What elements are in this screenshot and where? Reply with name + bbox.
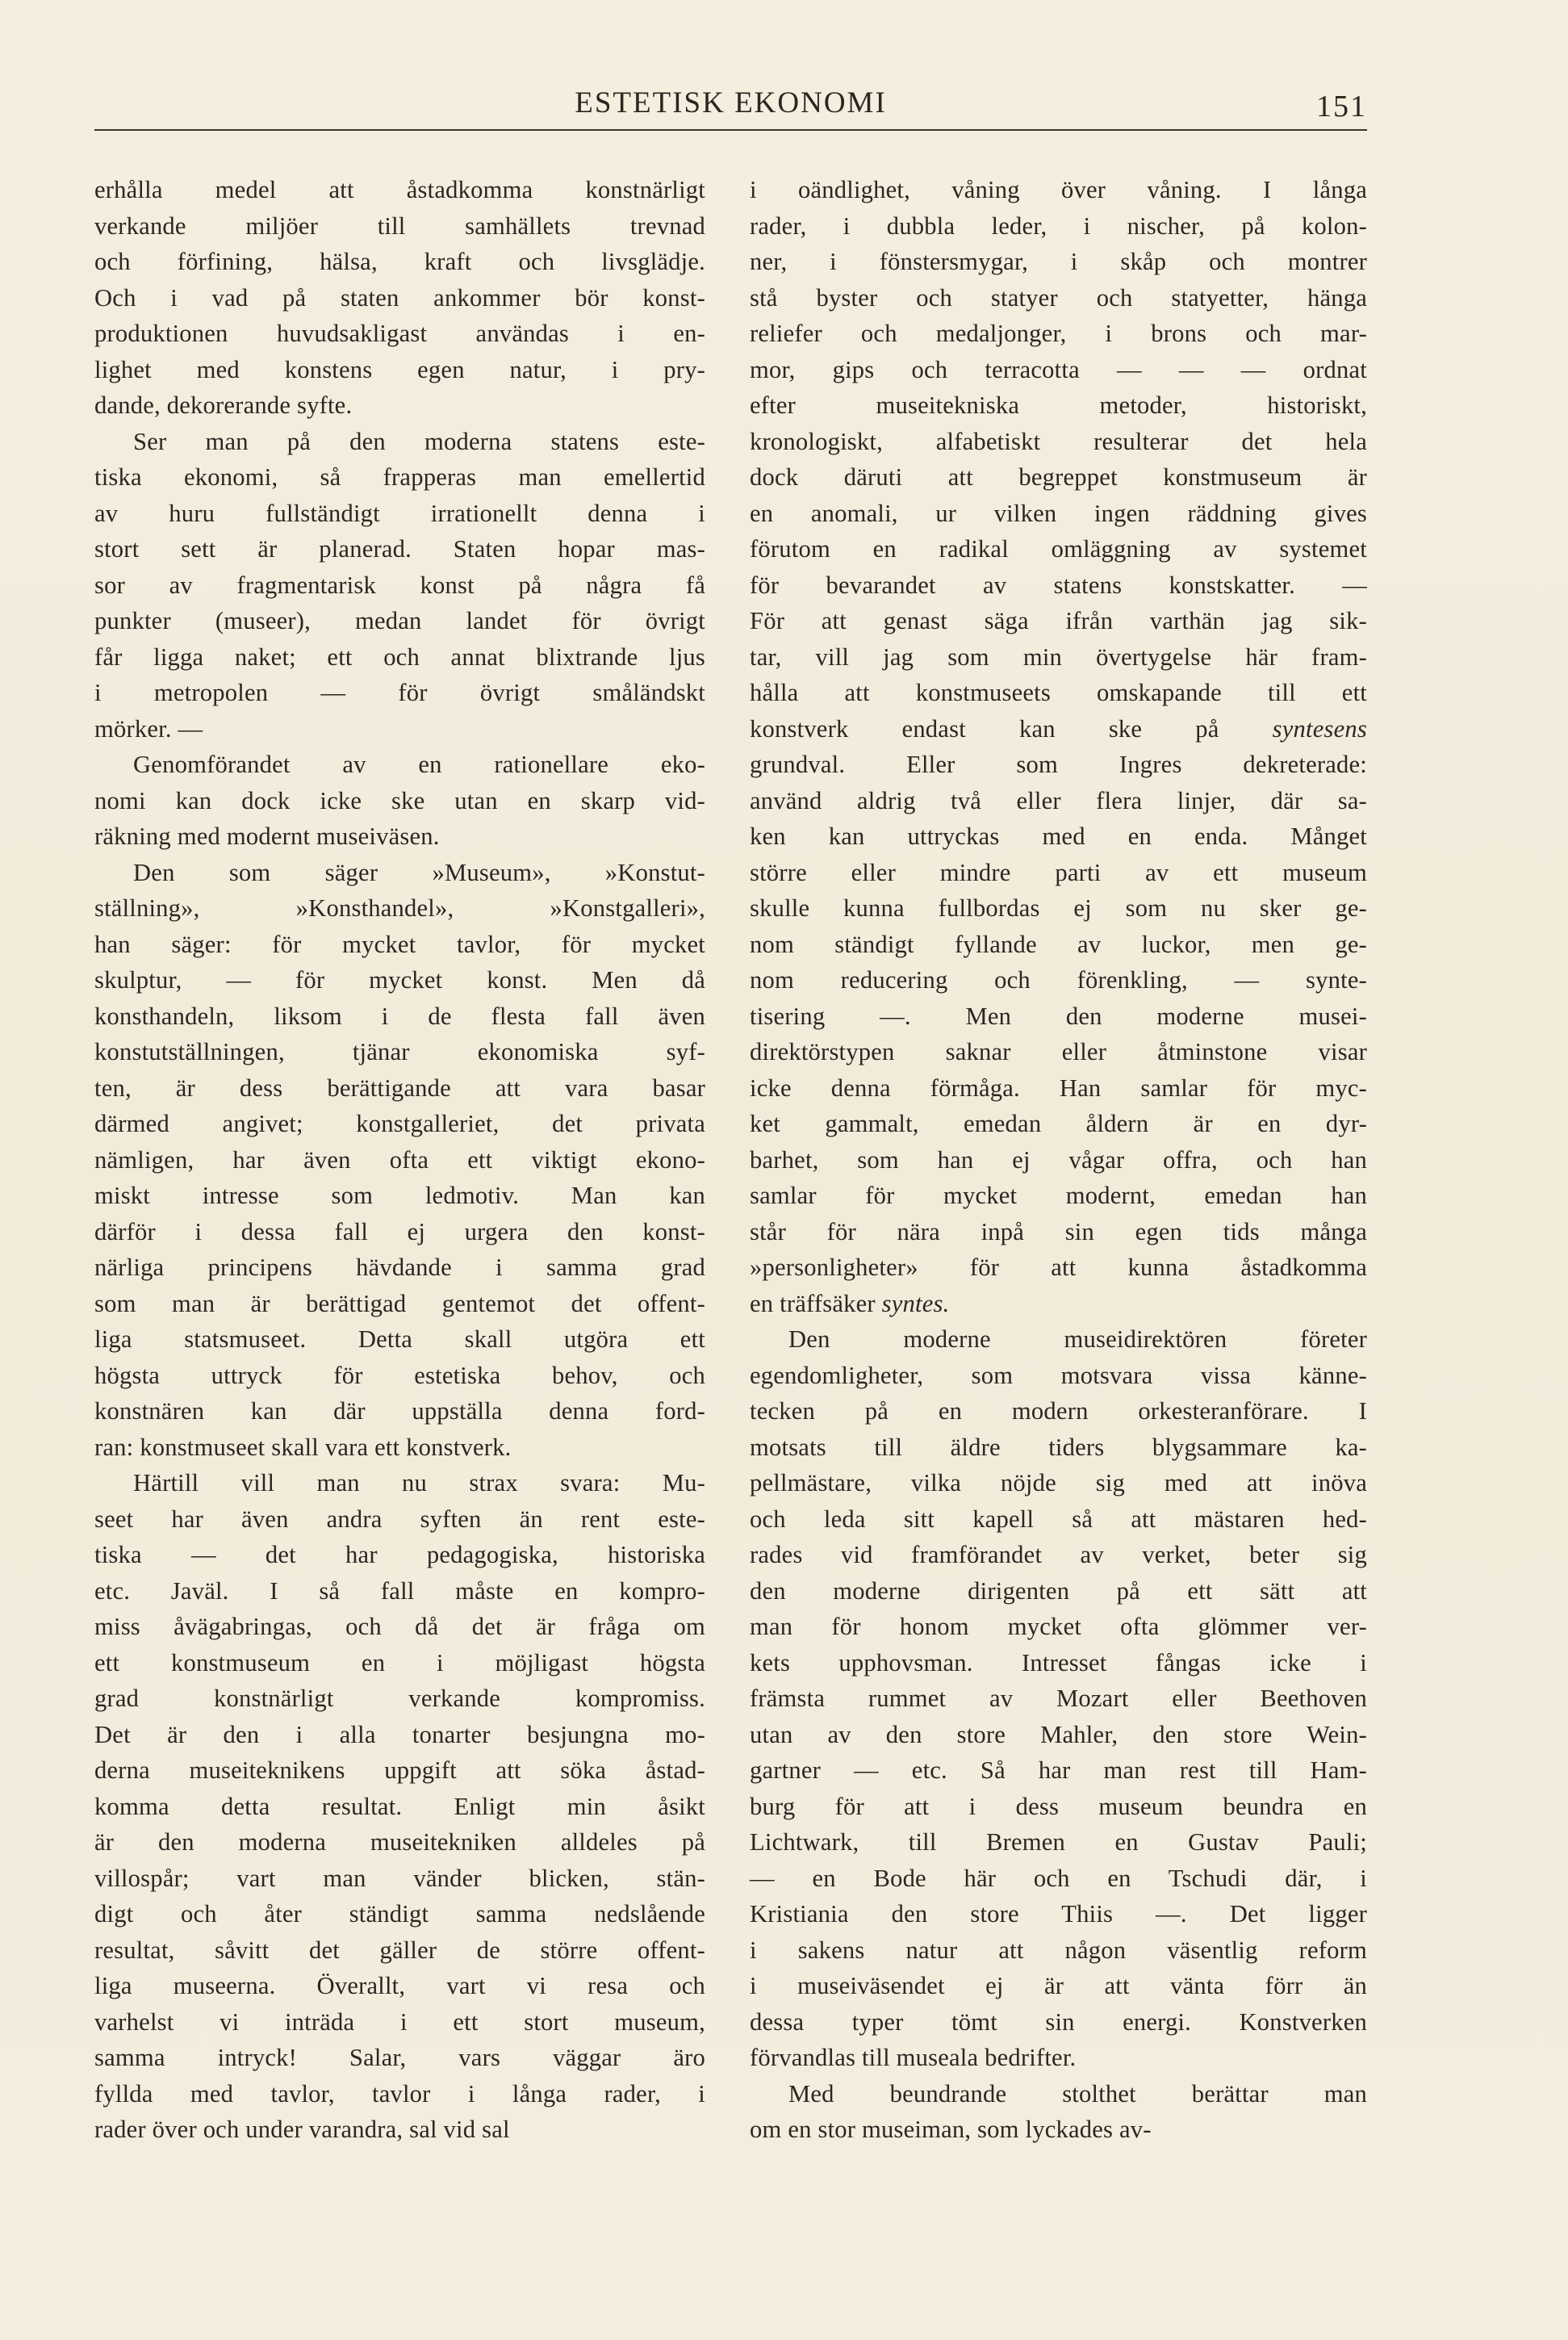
text-line (94, 424, 705, 460)
text-line (94, 1358, 705, 1394)
line-text: För att genast säga ifrån varthän jag sik- (750, 607, 1367, 634)
line-text: ket gammalt, emedan åldern är en dyr- (750, 1110, 1367, 1137)
text-line (750, 1321, 1367, 1358)
text-line (94, 1968, 705, 2004)
line-text: i museiväsendet ej är att vänta förr än (750, 1972, 1367, 1999)
text-line (750, 747, 1367, 783)
text-line (750, 603, 1367, 639)
text-line (94, 998, 705, 1035)
text-line (94, 172, 705, 208)
text-line (94, 1214, 705, 1250)
text-line (94, 1430, 705, 1466)
text-line (750, 783, 1367, 819)
line-text: nomi kan dock icke ske utan en skarp vid- (94, 786, 705, 814)
line-text: som man är berättigad gentemot det offent- (94, 1289, 705, 1317)
line-text: »personligheter» för att kunna åstadkomma (750, 1254, 1367, 1281)
text-line (750, 1178, 1367, 1214)
text-line (94, 783, 705, 819)
line-text: burg för att i dess museum beundra en (750, 1792, 1367, 1820)
text-line (94, 531, 705, 567)
text-line (94, 1286, 705, 1322)
text-line (750, 1717, 1367, 1753)
text-line (750, 1034, 1367, 1070)
line-text: tiska — det har pedagogiska, historiska (94, 1541, 705, 1568)
text-line (750, 1789, 1367, 1825)
line-text: reliefer och medaljonger, i brons och mar- (750, 320, 1367, 347)
right-text-column (750, 172, 1367, 2148)
line-text: skulptur, — för mycket konst. Men då (94, 966, 705, 994)
italic-word: syntes. (881, 1289, 950, 1317)
line-text: ner, i fönstersmygar, i skåp och montrer (750, 248, 1367, 275)
text-line (94, 496, 705, 532)
line-text: han säger: för mycket tavlor, för mycket (94, 930, 705, 958)
line-text: förutom en radikal omläggning av systemet (750, 535, 1367, 563)
line-text: Och i vad på staten ankommer bör konst- (94, 283, 705, 312)
text-line (750, 496, 1367, 532)
text-line (94, 1321, 705, 1358)
text-line (94, 1645, 705, 1681)
text-line (750, 1537, 1367, 1573)
line-text: Den moderne museidirektören företer (788, 1325, 1367, 1353)
text-line (94, 1752, 705, 1789)
text-line (94, 1681, 705, 1717)
line-text: erhålla medel att åstadkomma konstnärligt (94, 176, 705, 203)
text-line (750, 1861, 1367, 1897)
text-line (750, 1465, 1367, 1501)
text-line (94, 2112, 705, 2148)
page-number: 151 (1316, 90, 1367, 123)
text-line (94, 567, 705, 604)
line-text: om en stor museiman, som lyckades av- (750, 2116, 1152, 2143)
line-text: punkter (museer), medan landet för övrigt (94, 607, 705, 634)
text-line (750, 2004, 1367, 2041)
line-text: av huru fullständigt irrationellt denna i (94, 499, 705, 527)
text-line (94, 927, 705, 963)
line-text: liga statsmuseet. Detta skall utgöra ett (94, 1325, 705, 1353)
text-line (94, 1896, 705, 1932)
text-line (750, 352, 1367, 388)
line-text: står för nära inpå sin egen tids många (750, 1217, 1367, 1245)
text-line (94, 280, 705, 316)
line-text: dande, dekorerande syfte. (94, 391, 353, 419)
text-line (750, 316, 1367, 352)
line-text: stå byster och statyer och statyetter, hänga (750, 283, 1367, 312)
text-line (94, 1932, 705, 1969)
line-text: Kristiania den store Thiis —. Det ligger (750, 1900, 1367, 1928)
text-line (94, 1609, 705, 1645)
line-text: Det är den i alla tonarter besjungna mo- (94, 1720, 705, 1748)
text-line (94, 1537, 705, 1573)
line-text: direktörstypen saknar eller åtminstone visar (750, 1038, 1367, 1065)
left-text-column (94, 172, 705, 2148)
text-line (94, 1034, 705, 1070)
text-line (750, 2112, 1367, 2148)
line-text: räkning med modernt museiväsen. (94, 823, 440, 850)
line-text: pellmästare, vilka nöjde sig med att inöva (750, 1469, 1367, 1497)
line-text: barhet, som han ej vågar offra, och han (750, 1145, 1367, 1174)
text-line (94, 855, 705, 891)
line-text: villospår; vart man vänder blicken, stän- (94, 1864, 705, 1892)
text-line (750, 639, 1367, 676)
line-text: konstutställningen, tjänar ekonomiska syf- (94, 1038, 705, 1065)
line-text: miskt intresse som ledmotiv. Man kan (94, 1182, 705, 1209)
text-line (750, 1896, 1367, 1932)
line-text: den moderne dirigenten på ett sätt att (750, 1576, 1367, 1605)
text-line (94, 747, 705, 783)
text-line (750, 962, 1367, 998)
text-line (750, 1752, 1367, 1789)
line-text: ett konstmuseum en i möjligast högsta (94, 1648, 705, 1677)
text-line (750, 208, 1367, 245)
text-line (750, 1393, 1367, 1430)
line-text: närliga principens hävdande i samma grad (94, 1254, 705, 1281)
line-text: grad konstnärligt verkande kompromiss. (94, 1685, 705, 1712)
line-text: lighet med konstens egen natur, i pry- (94, 355, 705, 383)
line-text: rades vid framförandet av verket, beter sig (750, 1541, 1367, 1568)
line-text: och leda sitt kapell så att mästaren hed- (750, 1505, 1367, 1533)
text-line (750, 927, 1367, 963)
text-line (750, 2040, 1367, 2076)
text-line (94, 316, 705, 352)
line-text: rader över och under varandra, sal vid sal (94, 2116, 510, 2143)
line-text: Den som säger »Museum», »Konstut- (133, 858, 705, 886)
line-text: komma detta resultat. Enligt min åsikt (94, 1792, 705, 1820)
text-line (750, 1573, 1367, 1610)
text-line (94, 675, 705, 711)
text-line (750, 998, 1367, 1035)
text-line (94, 352, 705, 388)
text-line (94, 2004, 705, 2041)
text-line (750, 424, 1367, 460)
line-text: främsta rummet av Mozart eller Beethoven (750, 1685, 1367, 1712)
text-line (94, 1861, 705, 1897)
line-text: efter museitekniska metoder, historiskt, (750, 391, 1367, 419)
line-text: — en Bode här och en Tschudi där, i (750, 1864, 1367, 1892)
line-text: sor av fragmentarisk konst på några få (94, 571, 705, 599)
text-line (94, 1465, 705, 1501)
text-line (750, 1070, 1367, 1107)
text-line (94, 711, 705, 747)
text-line (750, 1106, 1367, 1142)
line-text: för bevarandet av statens konstskatter. — (750, 571, 1367, 599)
text-line (750, 244, 1367, 280)
text-line (750, 1932, 1367, 1969)
text-line (750, 1286, 1367, 1322)
text-line (94, 1250, 705, 1286)
line-text: Härtill vill man nu strax svara: Mu- (133, 1469, 705, 1497)
line-text: seet har även andra syften än rent este- (94, 1505, 705, 1533)
text-line (750, 567, 1367, 604)
line-text: nom reducering och förenkling, — synte- (750, 966, 1367, 994)
text-line (750, 1968, 1367, 2004)
line-text: Med beundrande stolthet berättar man (788, 2079, 1367, 2108)
line-text: rader, i dubbla leder, i nischer, på kolon- (750, 211, 1367, 240)
text-line (94, 603, 705, 639)
text-line (94, 890, 705, 927)
text-line (750, 1214, 1367, 1250)
line-text: varhelst vi inträda i ett stort museum, (94, 2007, 705, 2036)
line-text: verkande miljöer till samhällets trevnad (94, 211, 705, 240)
text-line (94, 639, 705, 676)
text-line (750, 1142, 1367, 1178)
line-text: och förfining, hälsa, kraft och livsglädje. (94, 248, 705, 275)
line-text: tar, vill jag som min övertygelse här fram- (750, 643, 1367, 671)
line-text: liga museerna. Överallt, vart vi resa och (94, 1972, 705, 1999)
line-text: grundval. Eller som Ingres dekreterade: (750, 751, 1367, 778)
line-text: får ligga naket; ett och annat blixtrande ljus (94, 643, 705, 671)
line-text: tecken på en modern orkesteranförare. I (750, 1397, 1367, 1425)
line-text: derna museiteknikens uppgift att söka åstad- (94, 1756, 705, 1784)
text-line (94, 1717, 705, 1753)
text-line (750, 675, 1367, 711)
line-text: större eller mindre parti av ett museum (750, 858, 1367, 886)
text-line (750, 1609, 1367, 1645)
line-text: kronologiskt, alfabetiskt resulterar det hela (750, 427, 1367, 455)
text-line (750, 1824, 1367, 1861)
text-line (94, 1070, 705, 1107)
line-text: Lichtwark, till Bremen en Gustav Pauli; (750, 1828, 1367, 1856)
line-text: en anomali, ur vilken ingen räddning gives (750, 499, 1367, 527)
line-text: därmed angivet; konstgalleriet, det privata (94, 1110, 705, 1137)
line-text: ställning», »Konsthandel», »Konstgalleri», (94, 894, 705, 922)
text-line (94, 387, 705, 424)
line-text: dessa typer tömt sin energi. Konstverken (750, 2007, 1367, 2036)
line-text: tisering —. Men den moderne musei- (750, 1002, 1367, 1030)
line-text: dock däruti att begreppet konstmuseum är (750, 463, 1367, 491)
line-text: produktionen huvudsakligast användas i en- (94, 320, 705, 347)
line-text: mörker. — (94, 714, 203, 743)
text-line (750, 1501, 1367, 1538)
text-line (94, 2040, 705, 2076)
text-line (94, 1106, 705, 1142)
text-line (94, 962, 705, 998)
text-line (750, 2076, 1367, 2112)
text-line (750, 531, 1367, 567)
header-rule (94, 129, 1367, 131)
line-text: använd aldrig två eller flera linjer, där sa- (750, 786, 1367, 814)
line-text: etc. Javäl. I så fall måste en kompro- (94, 1576, 705, 1605)
line-text: skulle kunna fullbordas ej som nu sker ge- (750, 894, 1367, 922)
line-text: nom ständigt fyllande av luckor, men ge- (750, 930, 1367, 958)
text-line (94, 1501, 705, 1538)
text-line (750, 855, 1367, 891)
line-text: är den moderna museitekniken alldeles på (94, 1828, 705, 1856)
running-head (94, 81, 1367, 129)
text-line (750, 1645, 1367, 1681)
text-line (750, 1430, 1367, 1466)
text-line (750, 172, 1367, 208)
line-text: konstverk endast kan ske på (750, 714, 1273, 743)
text-line (94, 1824, 705, 1861)
line-text: i metropolen — för övrigt småländskt (94, 679, 705, 706)
text-line (750, 459, 1367, 496)
line-text: konstnären kan där uppställa denna ford- (94, 1397, 705, 1425)
text-line (94, 818, 705, 855)
line-text: därför i dessa fall ej urgera den konst- (94, 1217, 705, 1245)
running-title: ESTETISK EKONOMI (575, 86, 887, 119)
text-line (94, 1142, 705, 1178)
text-line (94, 1789, 705, 1825)
line-text: nämligen, har även ofta ett viktigt ekono- (94, 1145, 705, 1174)
line-text: ten, är dess berättigande att vara basar (94, 1074, 705, 1102)
line-text: kets upphovsman. Intresset fångas icke i (750, 1648, 1367, 1677)
text-line (750, 387, 1367, 424)
line-text: Ser man på den moderna statens este- (133, 427, 705, 455)
line-text: digt och åter ständigt samma nedslående (94, 1900, 705, 1928)
line-text: samma intryck! Salar, vars väggar äro (94, 2044, 705, 2071)
line-text: stort sett är planerad. Staten hopar mas- (94, 535, 705, 563)
line-text: förvandlas till museala bedrifter. (750, 2044, 1077, 2071)
line-text: resultat, såvitt det gäller de större offent- (94, 1936, 705, 1964)
line-text: fyllda med tavlor, tavlor i långa rader, i (94, 2079, 705, 2108)
text-line (750, 280, 1367, 316)
line-text: samlar för mycket modernt, emedan han (750, 1182, 1367, 1209)
line-text: gartner — etc. Så har man rest till Ham- (750, 1756, 1367, 1784)
text-line (750, 1681, 1367, 1717)
line-text: i sakens natur att någon väsentlig reform (750, 1936, 1367, 1964)
text-line (750, 890, 1367, 927)
italic-word: syntesens (1272, 714, 1367, 743)
text-line (750, 1250, 1367, 1286)
line-text: hålla att konstmuseets omskapande till ett (750, 679, 1367, 706)
text-line (94, 459, 705, 496)
line-text: utan av den store Mahler, den store Wein- (750, 1720, 1367, 1748)
line-text: motsats till äldre tiders blygsammare ka- (750, 1433, 1367, 1461)
line-text: tiska ekonomi, så frapperas man emellertid (94, 463, 705, 491)
text-line (94, 2076, 705, 2112)
text-line (94, 1573, 705, 1610)
line-text: miss åvägabringas, och då det är fråga om (94, 1613, 705, 1640)
line-text: Genomförandet av en rationellare eko- (133, 751, 705, 778)
line-text: konsthandeln, liksom i de flesta fall även (94, 1002, 705, 1030)
line-text: man för honom mycket ofta glömmer ver- (750, 1613, 1367, 1640)
text-line (750, 711, 1367, 747)
text-line (750, 1358, 1367, 1394)
line-text: högsta uttryck för estetiska behov, och (94, 1361, 705, 1389)
line-text: ran: konstmuseet skall vara ett konstverk. (94, 1433, 512, 1461)
line-text: i oändlighet, våning över våning. I långa (750, 176, 1367, 203)
line-text: ken kan uttryckas med en enda. Månget (750, 823, 1367, 850)
text-line (750, 818, 1367, 855)
text-line (94, 1178, 705, 1214)
line-text: en träffsäker (750, 1289, 882, 1317)
line-text: mor, gips och terracotta — — — ordnat (750, 355, 1367, 383)
text-line (94, 1393, 705, 1430)
text-line (94, 244, 705, 280)
line-text: icke denna förmåga. Han samlar för myc- (750, 1074, 1367, 1102)
text-line (94, 208, 705, 245)
line-text: egendomligheter, som motsvara vissa känne- (750, 1361, 1367, 1389)
